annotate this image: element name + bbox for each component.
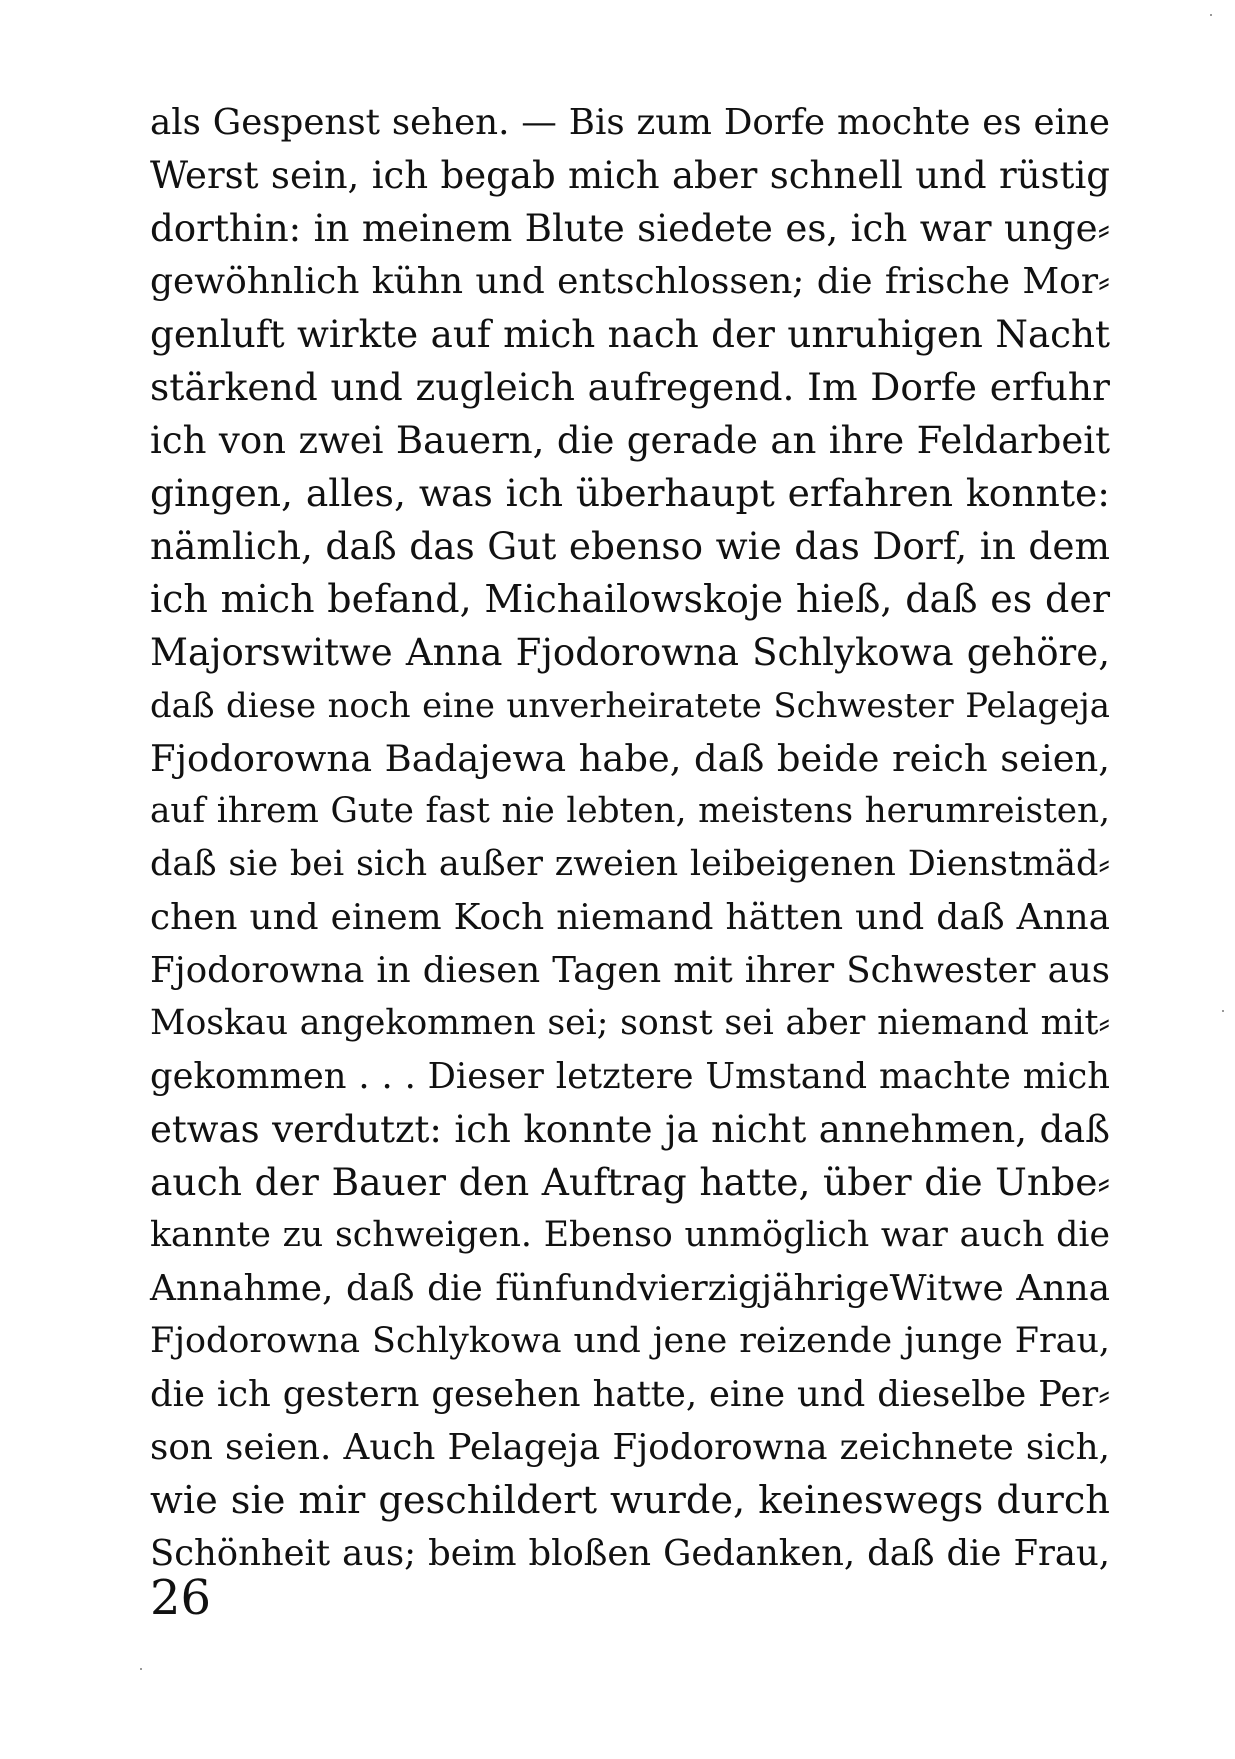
text-line: gingen, alles, was ich überhaupt erfahren konnte:: [150, 471, 1110, 515]
text-line: Schönheit aus; beim bloßen Gedanken, daß die Frau,: [150, 1533, 1110, 1574]
text-line: ich von zwei Bauern, die gerade an ihre Feldarbeit: [150, 419, 1110, 462]
text-line: genluft wirkte auf mich nach der unruhigen Nacht: [150, 312, 1110, 356]
text-line: als Gespenst sehen. — Bis zum Dorfe mochte es eine: [150, 102, 1110, 143]
text-line: Fjodorowna Badajewa habe, daß beide reich seien,: [150, 737, 1110, 780]
text-line: daß diese noch eine unverheiratete Schwester Pelageja: [150, 686, 1110, 725]
scan-speck: [140, 1668, 142, 1670]
text-line: stärkend und zugleich aufregend. Im Dorfe erfuhr: [150, 365, 1110, 409]
text-line: wie sie mir geschildert wurde, keineswegs durch: [150, 1478, 1110, 1523]
body-text: [150, 96, 1110, 1580]
text-line: auch der Bauer den Auftrag hatte, über die Unbe⸗: [150, 1160, 1110, 1204]
text-line: auf ihrem Gute fast nie lebten, meistens herumreisten,: [150, 791, 1110, 831]
scan-speck: [1222, 1010, 1224, 1012]
text-line: gekommen . . . Dieser letztere Umstand machte mich: [150, 1056, 1110, 1097]
text-line: dorthin: in meinem Blute siedete es, ich war unge⸗: [150, 206, 1110, 250]
text-line: Werst sein, ich begab mich aber schnell und rüstig: [150, 154, 1110, 197]
page-number: 26: [150, 1570, 212, 1626]
text-line: nämlich, daß das Gut ebenso wie das Dorf, in dem: [150, 524, 1110, 568]
text-line: chen und einem Koch niemand hätten und daß Anna: [150, 897, 1110, 938]
text-line: gewöhnlich kühn und entschlossen; die frische Mor⸗: [150, 261, 1110, 302]
text-line: Majorswitwe Anna Fjodorowna Schlykowa gehöre,: [150, 631, 1110, 674]
text-line: Annahme, daß die fünfundvierzigjährigeWitwe Anna: [150, 1268, 1110, 1309]
text-line: ich mich befand, Michailowskoje hieß, daß es der: [150, 577, 1110, 621]
text-line: son seien. Auch Pelageja Fjodorowna zeichnete sich,: [150, 1427, 1110, 1468]
text-line: kannte zu schweigen. Ebenso unmöglich war auch die: [150, 1215, 1110, 1255]
scan-speck: [1210, 14, 1212, 16]
text-line: Moskau angekommen sei; sonst sei aber niemand mit⸗: [150, 1003, 1110, 1043]
text-line: die ich gestern gesehen hatte, eine und dieselbe Per⸗: [150, 1374, 1110, 1415]
text-line: Fjodorowna in diesen Tagen mit ihrer Schwester aus: [150, 950, 1110, 991]
text-line: etwas verdutzt: ich konnte ja nicht annehmen, daß: [150, 1108, 1110, 1151]
text-line: Fjodorowna Schlykowa und jene reizende junge Frau,: [150, 1321, 1110, 1361]
text-line: daß sie bei sich außer zweien leibeigenen Dienstmäd⸗: [150, 844, 1110, 884]
